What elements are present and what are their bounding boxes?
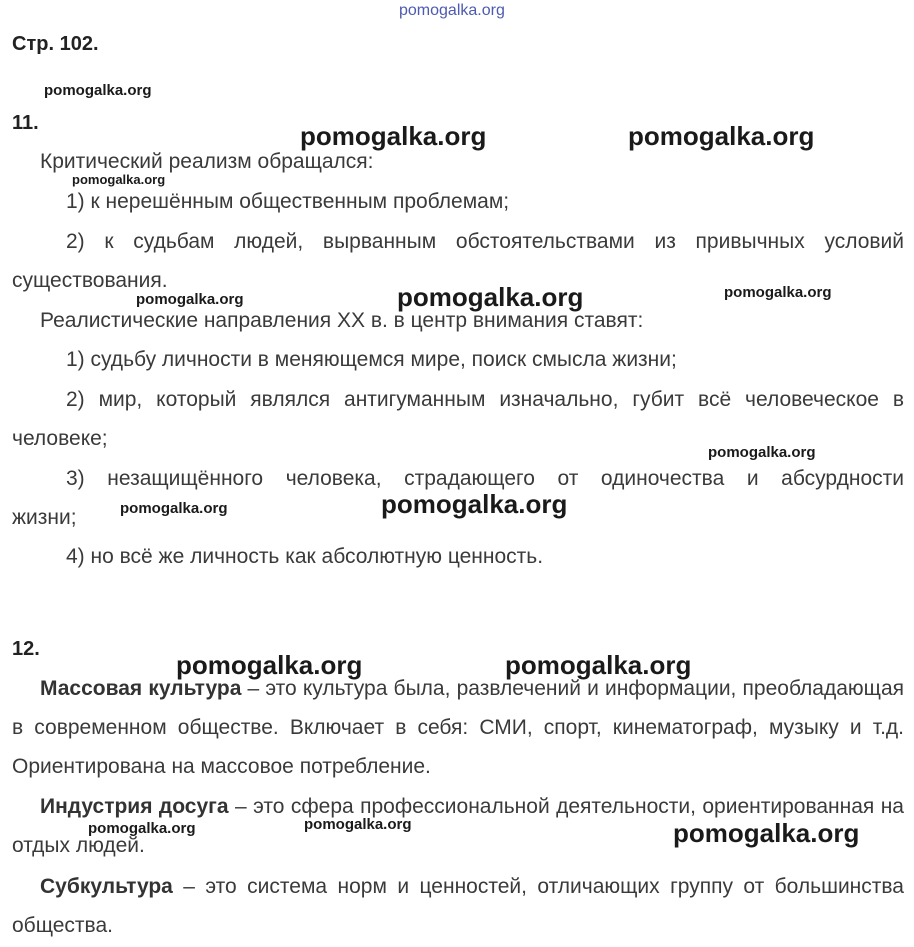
task-11-line: человеке; (12, 427, 108, 450)
definition-text: – это культура была, развлечений и информации, преобладающая в современном обществе. Включает в себя: СМИ, спорт, кинематограф, музыку и т.д. Ориентирована на массовое потребление. (12, 677, 904, 778)
watermark: pomogalka.org (136, 291, 244, 308)
watermark: pomogalka.org (120, 500, 228, 517)
watermark: pomogalka.org (505, 650, 692, 680)
watermark-top: pomogalka.org (399, 2, 505, 19)
definition-text: – это сфера профессиональной деятельности, ориентированная на отдых людей. (12, 795, 904, 857)
watermark: pomogalka.org (381, 489, 568, 519)
task-11-line: 2) мир, который являлся антигуманным изначально, губит всё человеческое в (66, 388, 904, 411)
watermark: pomogalka.org (397, 282, 584, 312)
watermark: pomogalka.org (88, 820, 196, 837)
task-11-line: существования. (12, 269, 168, 292)
watermark: pomogalka.org (304, 816, 412, 833)
watermark: pomogalka.org (673, 818, 860, 848)
task-11-line: 4) но всё же личность как абсолютную ценность. (66, 545, 544, 568)
definition-text: – это система норм и ценностей, отличающих группу от большинства общества. (12, 875, 904, 937)
task-11-line: 1) судьбу личности в меняющемся мире, поиск смысла жизни; (66, 348, 677, 371)
definition-mass-culture (12, 669, 904, 786)
task-11-number: 11. (12, 112, 39, 134)
watermark: pomogalka.org (628, 121, 815, 151)
definition-term: Массовая культура (40, 677, 242, 700)
task-11-line: Реалистические направления XX в. в центр внимания ставят: (40, 309, 644, 332)
task-11-line: Критический реализм обращался: (40, 150, 374, 173)
task-11-line: жизни; (12, 506, 77, 529)
watermark: pomogalka.org (72, 172, 166, 187)
watermark: pomogalka.org (44, 82, 152, 99)
watermark: pomogalka.org (300, 121, 487, 151)
definition-term: Субкультура (40, 875, 173, 898)
watermark: pomogalka.org (708, 444, 816, 461)
definition-subculture (12, 867, 904, 945)
watermark: pomogalka.org (724, 284, 832, 301)
task-11-line: 3) незащищённого человека, страдающего от одиночества и абсурдности (66, 467, 904, 490)
page-header: Стр. 102. (12, 33, 99, 55)
task-12-number: 12. (12, 638, 40, 660)
definition-term: Индустрия досуга (40, 795, 229, 818)
watermark: pomogalka.org (176, 650, 363, 680)
task-11-line: 2) к судьбам людей, вырванным обстоятельствами из привычных условий (66, 230, 904, 253)
task-11-line: 1) к нерешённым общественным проблемам; (66, 190, 510, 213)
